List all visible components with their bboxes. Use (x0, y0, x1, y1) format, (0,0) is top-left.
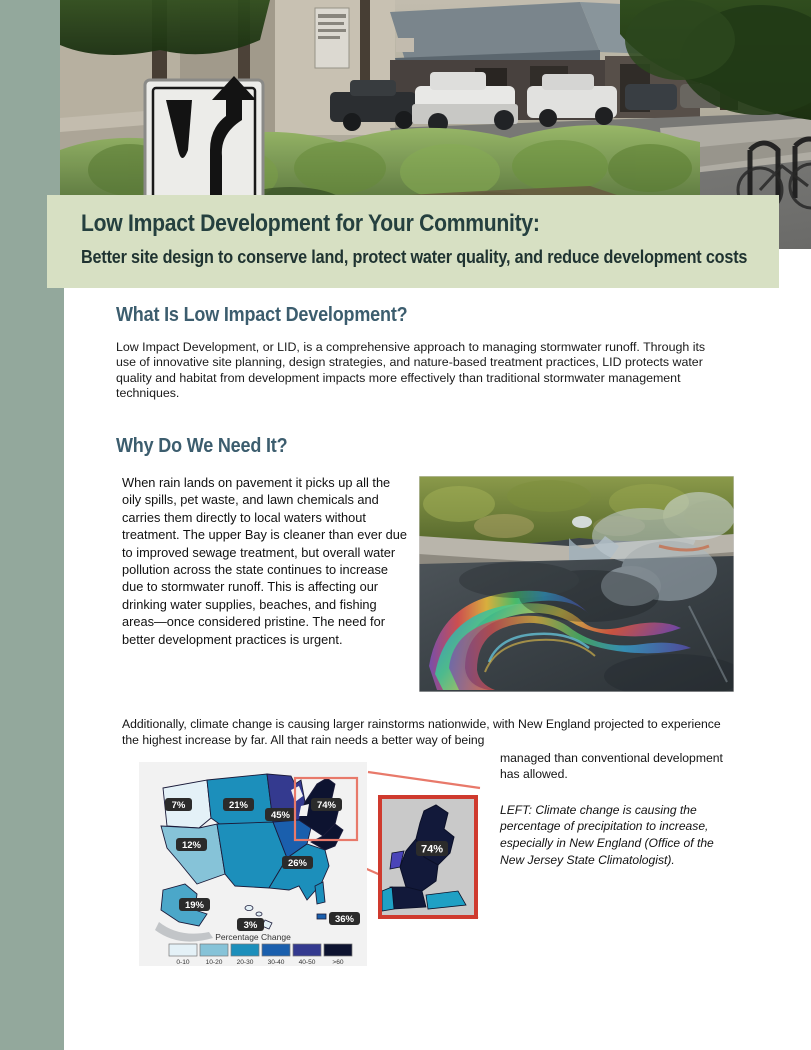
title-band (47, 195, 779, 288)
svg-text:74%: 74% (420, 843, 444, 856)
svg-text:12%: 12% (181, 840, 202, 851)
photo-oil-sheen-on-pavement (419, 476, 734, 692)
legend-title: Percentage Change (215, 932, 291, 942)
left-decorative-rail (0, 0, 64, 1050)
svg-text:19%: 19% (184, 900, 205, 911)
svg-text:36%: 36% (334, 914, 355, 925)
svg-text:20-30: 20-30 (236, 959, 254, 966)
map-label-puertorico (329, 912, 360, 925)
map-figure-caption: LEFT: Climate change is causing the percentage of precipitation to increase, especially in New England (Office of the New Jersey State Climatologist). (500, 802, 714, 867)
svg-text:30-40: 30-40 (267, 959, 285, 966)
map-label-northwest (165, 798, 192, 811)
svg-text:40-50: 40-50 (298, 959, 316, 966)
svg-text:10-20: 10-20 (205, 959, 223, 966)
additional-paragraph: Additionally, climate change is causing larger rainstorms nationwide, with New England projected to experience the highest increase by far. All that rain needs a better way of being (122, 717, 721, 748)
section-body-what-is-lid: Low Impact Development, or LID, is a comprehensive approach to managing stormwater runoff. Through its use of innovative site planning, design strategies, and nature-based treatment practices, LID protects water quality and habitat from development impacts more effectively than traditional stormwater management techniques. (116, 340, 706, 401)
map-label-plains (223, 798, 254, 811)
map-label-southwest (176, 838, 207, 851)
section-body-why-do-we-need-it: When rain lands on pavement it picks up all the oily spills, pet waste, and lawn chemicals and carries them directly to local waters without treatment. The upper Bay is cleaner than ever due to improved sewage treatment, but overall water pollution across the state continues to increase due to stormwater runoff. This is affecting our drinking water supplies, beaches, and fishing areas—once considered pristine. The need for better development practices is urgent. (122, 475, 408, 647)
svg-text:>60: >60 (332, 959, 344, 966)
svg-text:74%: 74% (316, 800, 337, 811)
map-label-alaska (179, 898, 210, 911)
svg-text:26%: 26% (287, 858, 308, 869)
map-side-column (500, 750, 725, 868)
additional-paragraph-continuation: managed than conventional development has allowed. (500, 751, 723, 782)
svg-text:45%: 45% (270, 810, 291, 821)
page-subtitle: Better site design to conserve land, protect water quality, and reduce development costs (81, 247, 748, 267)
svg-text:21%: 21% (228, 800, 249, 811)
figure-precipitation-change-map (139, 762, 367, 966)
page-title: Low Impact Development for Your Community: (81, 210, 540, 237)
section-what-is-lid (116, 304, 736, 402)
map-label-midwest (265, 808, 296, 821)
map-label-hawaii (237, 918, 264, 931)
section-heading-why-do-we-need-it: Why Do We Need It? (116, 435, 288, 457)
map-label-northeast (311, 798, 342, 811)
svg-text:3%: 3% (243, 920, 258, 931)
svg-text:7%: 7% (171, 800, 186, 811)
figure-new-england-inset (378, 795, 478, 919)
svg-text:0-10: 0-10 (176, 959, 190, 966)
section-heading-what-is-lid: What Is Low Impact Development? (116, 304, 408, 326)
inset-label-74 (416, 841, 448, 856)
map-label-southeast (282, 856, 313, 869)
